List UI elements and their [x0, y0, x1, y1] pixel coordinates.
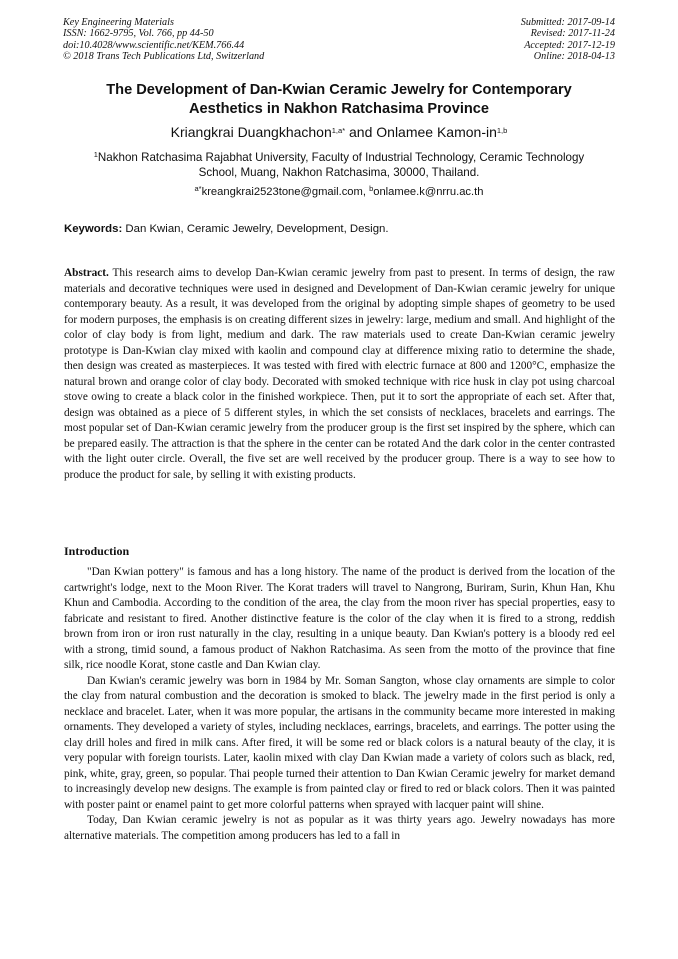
affiliation [40, 151, 638, 180]
abstract-label: Abstract. [64, 267, 109, 279]
author-emails: $^{a*}$kreangkrai2523tone@gmail.com, $^b$onlamee.k@nrru.ac.th [194, 184, 484, 198]
title-line: Aesthetics in Nakhon Ratchasima Province [188, 101, 490, 117]
author-name: Onlamee Kamon-in [376, 124, 497, 140]
affiliation-mark: 1 [93, 150, 98, 159]
date-online: Online: 2018-04-13 [533, 50, 615, 62]
date-accepted: Accepted: 2017-12-19 [524, 39, 615, 51]
paragraph: Dan Kwian's ceramic jewelry was born in 1984 by Mr. Soman Sangton, whose clay ornaments are simple to color the clay from natural combustion and the decoration is smoked to black. The jewelry made in the first period is only a necklace and bracelet. Later, when it was more popular, the artisans in the community became more interested in making ornaments. They developed a variety of styles, including necklaces, earrings, bracelets, and earrings. The potter using the clay drill holes and fired in milk cans. After fired, it will be some red or black colors is a natural beauty of the clay, it is very popular with foreign tourists. Later, kaolin mixed with clay Dan Kwian made a variety of colors such as black, red, pink, white, gray, green, so popular. Thai people turned their attention to Dan Kwian Ceramic jewelry for market demand to increasingly develop new designs. The example is from painted clay or fired to red or black colors. Then it was painted with poster paint or enamel paint to get more colorful patterns when sprayed with lacquer paint will shine. [64, 674, 615, 811]
author-list [40, 124, 638, 141]
journal-copyright: © 2018 Trans Tech Publications Ltd, Switzerland [63, 50, 265, 62]
date-revised: Revised: 2017-11-24 [530, 28, 615, 40]
publication-dates [521, 17, 615, 62]
paper-title [40, 81, 638, 119]
section-heading: Introduction [64, 544, 130, 558]
abstract-text: This research aims to develop Dan-Kwian ceramic jewelry from past to present. In terms of design, the raw materials and decorative techniques were used in designed and Development of Dan-Kwian ceramic jewelry for unique contemporary beauty. As a result, it was developed from the original by adopting simple shapes of geometry to be used for modern purposes, the emphasis is on creating different sizes in jewelry: large, medium and small. And highlight of the color of clay body is from light, medium and dark. The raw materials used to create Dan-Kwian ceramic jewelry prototype is Dan-Kwian clay mixed with kaolin and compound clay at difference mixing ratio to determine the shade, then design was created as masterpieces. It was tested with fired with electric furnace at 800 and 1200°C, emphasize the natural brown and orange color of clay body. Decorated with smoked technique with rice husk in clay pot using charcoal stove owing to create a black color in the finished workpiece. Then, put it to sort the appropriate of each set. After that, design was obtained as a piece of 5 different styles, in which the set consists of necklaces, bracelets and earrings. The most popular set of Dan-Kwian ceramic jewelry from the producer group is the first set inspired by the sphere, which can be prepared easily. The attraction is that the sphere in the center can be rotated And the dark color in the center contrasted with the light outer circle. Overall, the five set are well received by the producer group. There is a way to see how to produce the product for sale, by selling it with existing products. [64, 267, 615, 481]
author-affiliation-mark: 1,a* [331, 126, 346, 135]
journal-name: Key Engineering Materials [63, 17, 174, 28]
date-submitted: Submitted: 2017-09-14 [520, 17, 615, 28]
keywords-text: Dan Kwian, Ceramic Jewelry, Development, Design. [122, 223, 389, 235]
email-mark: b [369, 184, 374, 193]
journal-info [63, 17, 264, 62]
keywords [64, 222, 615, 236]
affiliation-line: $^1$Nakhon Ratchasima Rajabhat University, Faculty of Industrial Technology, Ceramic Technology [93, 150, 585, 164]
paragraph: Today, Dan Kwian ceramic jewelry is not as popular as it was thirty years ago. Jewelry nowadays has more alternative materials. The competition among producers has led to a fall in [64, 814, 615, 842]
author-affiliation-mark: 1,b [496, 126, 508, 135]
title-line: The Development of Dan-Kwian Ceramic Jewelry for Contemporary [106, 82, 572, 98]
author-name: Kriangkrai Duangkhachon [170, 124, 332, 140]
affiliation-line: School, Muang, Nakhon Ratchasima, 30000, Thailand. [198, 165, 480, 179]
paragraph: "Dan Kwian pottery" is famous and has a long history. The name of the product is derived from the location of the cartwright's lodge, next to the Moon River. The Korat traders will travel to Nangrong, Buriram, Surin, Khun Han, Khu Khun and Cambodia. According to the condition of the area, the clay from the moon river has special properties, easy to fabricate and resistant to fired. Another distinctive feature is the color of the clay when it is fired to a strong, reddish brown from iron or iron rust naturally in the clay, resulting in a unique beauty. Dan Kwian's pottery is a bloody red eel with a strong, timid sound, a famous product of Nakhon Ratchasima. As seen from the motto of the province that fine silk, rice noodle Korat, stone castle and Dan Kwian clay. [64, 566, 615, 671]
introduction-body [64, 565, 615, 844]
journal-doi: doi:10.4028/www.scientific.net/KEM.766.44 [63, 39, 245, 51]
keywords-label: Keywords: [64, 223, 123, 235]
email-link[interactable]: onlamee.k@nrru.ac.th [373, 186, 484, 198]
abstract [64, 266, 615, 483]
email-mark: a* [194, 184, 202, 193]
journal-issn: ISSN: 1662-9795, Vol. 766, pp 44-50 [63, 28, 214, 40]
author-separator: and [345, 124, 377, 140]
email-link[interactable]: kreangkrai2523tone@gmail.com [201, 186, 363, 198]
